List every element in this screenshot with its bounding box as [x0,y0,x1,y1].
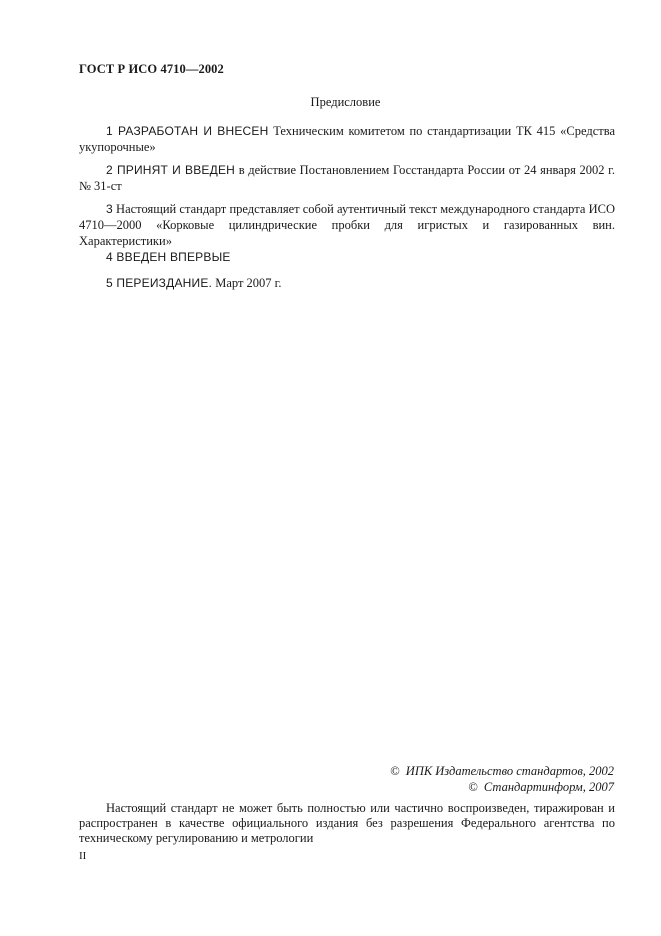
preface-item-text: Техническим комитетом по стандартизации ТК 415 «Средства укупорочные» [79,124,615,154]
copyright-line-1 [390,764,614,779]
copyright-icon: © [468,780,478,794]
preface-item-lead: 4 ВВЕДЕН ВПЕРВЫЕ [106,250,231,264]
document-header: ГОСТ Р ИСО 4710—2002 [79,62,224,76]
preface-item-lead: 1 РАЗРАБОТАН И ВНЕСЕН [106,124,269,138]
page-number: II [79,850,87,862]
preface-item-lead: 2 ПРИНЯТ И ВВЕДЕН [106,163,236,177]
preface-item-5 [79,275,615,291]
preface-item-4 [79,249,615,265]
copyright-text: ИПК Издательство стандартов, 2002 [405,764,614,778]
preface-item-1 [79,123,615,155]
preface-item-3 [79,201,615,249]
preface-title: Предисловие [310,95,381,109]
preface-item-lead: 5 ПЕРЕИЗДАНИЕ. [106,276,213,290]
copyright-text: Стандартинформ, 2007 [483,780,614,794]
preface-item-lead: 3 [106,202,113,216]
preface-item-text: в действие Постановлением Госстандарта России от 24 января 2002 г. № 31-ст [79,163,615,193]
preface-item-text: Настоящий стандарт представляет собой аутентичный текст международного стандарта ИСО 4710—2000 «Корковые цилиндрические пробки для игристых и газированных вин. Характеристики» [79,202,615,248]
preface-item-2 [79,162,615,194]
copyright-icon: © [390,764,400,778]
preface-item-text: Март 2007 г. [212,276,282,290]
reproduction-notice: Настоящий стандарт не может быть полностью или частично воспроизведен, тиражирован и распространен в качестве официального издания без разрешения Федерального агентства по техническому регулированию и метрологии [79,801,615,845]
copyright-line-2 [468,780,614,795]
